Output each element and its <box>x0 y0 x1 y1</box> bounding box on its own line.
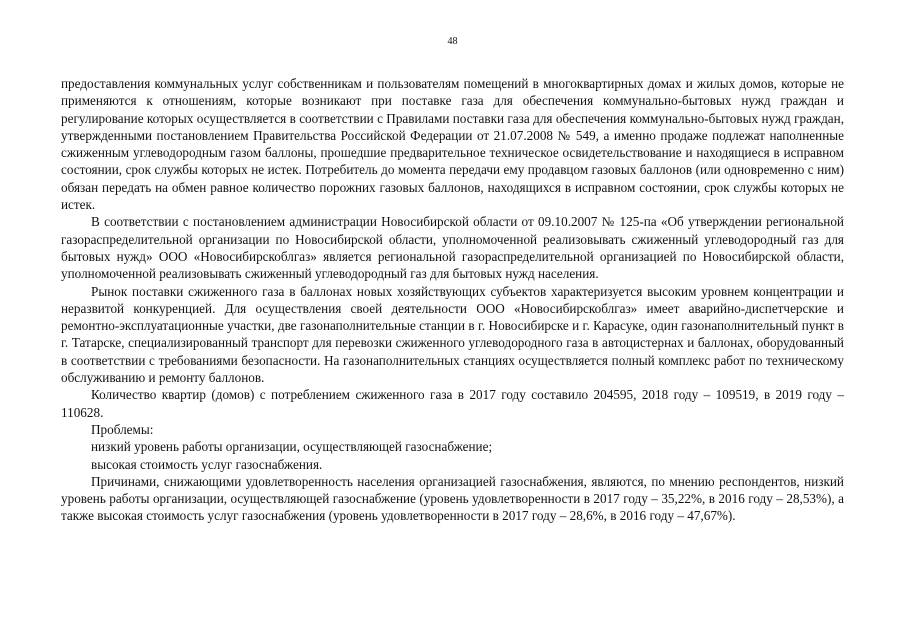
paragraph-satisfaction-causes: Причинами, снижающими удовлетворенность населения организацией газоснабжения, являются, по мнению респондентов, низкий уровень работы организации, осуществляющей газоснабжение (уровень удовлетворенности в 2017 году – 35,22%, в 2016 году – 28,53%), а также высокая стоимость услуг газоснабжения (уровень удовлетворенности в 2017 году – 28,6%, в 2016 году – 47,67%). <box>61 473 844 524</box>
page-number: 48 <box>447 36 458 47</box>
paragraph-apartment-count: Количество квартир (домов) с потреблением сжиженного газа в 2017 году составило 204595, 2018 году – 109519, в 2019 году – 110628. <box>61 387 844 420</box>
paragraph-problem-high-cost: высокая стоимость услуг газоснабжения. <box>91 456 323 472</box>
document-body <box>61 75 844 525</box>
paragraph-gas-cylinder-sales: предоставления коммунальных услуг собственникам и пользователям помещений в многоквартирных домах и жилых домов, которые не применяются к отношениям, которые возникают при поставке газа для обеспечения коммунально-бытовых нужд граждан и регулирование которых осуществляется в соответствии с Правилами поставки газа для обеспечения коммунально-бытовых нужд граждан, утвержденными постановлением Правительства Российской Федерации от 21.07.2008 № 549, а именно продаже подлежат наполненные сжиженным углеводородным газом баллоны, прошедшие предварительное техническое освидетельствование и находящиеся в исправном состоянии, срок службы которых не истек. Потребитель до момента передачи ему продавцом газовых баллонов (или одновременно с ним) обязан передать на обмен равное количество порожних газовых баллонов, находящихся в исправном состоянии, срок службы которых не истек. <box>61 76 844 213</box>
paragraph-market-concentration: Рынок поставки сжиженного газа в баллонах новых хозяйствующих субъектов характеризуется высоким уровнем концентрации и неразвитой конкуренцией. Для осуществления своей деятельности ООО «Новосибирскоблгаз» имеет аварийно-диспетчерские и ремонтно-эксплуатационные участки, две газонаполнительные станции в г. Новосибирске и г. Карасуке, один газонаполнительный пункт в г. Татарске, специализированный транспорт для перевозки сжиженного углеводородного газа в автоцистернах и баллонах, оборудованный в соответствии с требованиями безопасности. На газонаполнительных станциях осуществляется полный комплекс работ по техническому обслуживанию и ремонту баллонов. <box>61 283 844 386</box>
paragraph-problems-heading: Проблемы: <box>91 421 154 437</box>
paragraph-regional-gas-organization: В соответствии с постановлением администрации Новосибирской области от 09.10.2007 № 125-па «Об утверждении региональной газораспределительной организации по Новосибирской области, уполномоченной реализовывать сжиженный углеводородный газ для бытовых нужд» ООО «Новосибирскоблгаз» является региональной газораспределительной организацией по Новосибирской области, уполномоченной реализовывать сжиженный углеводородный газ для бытовых нужд населения. <box>61 214 844 282</box>
paragraph-problem-low-service-level: низкий уровень работы организации, осуществляющей газоснабжение; <box>91 439 493 455</box>
